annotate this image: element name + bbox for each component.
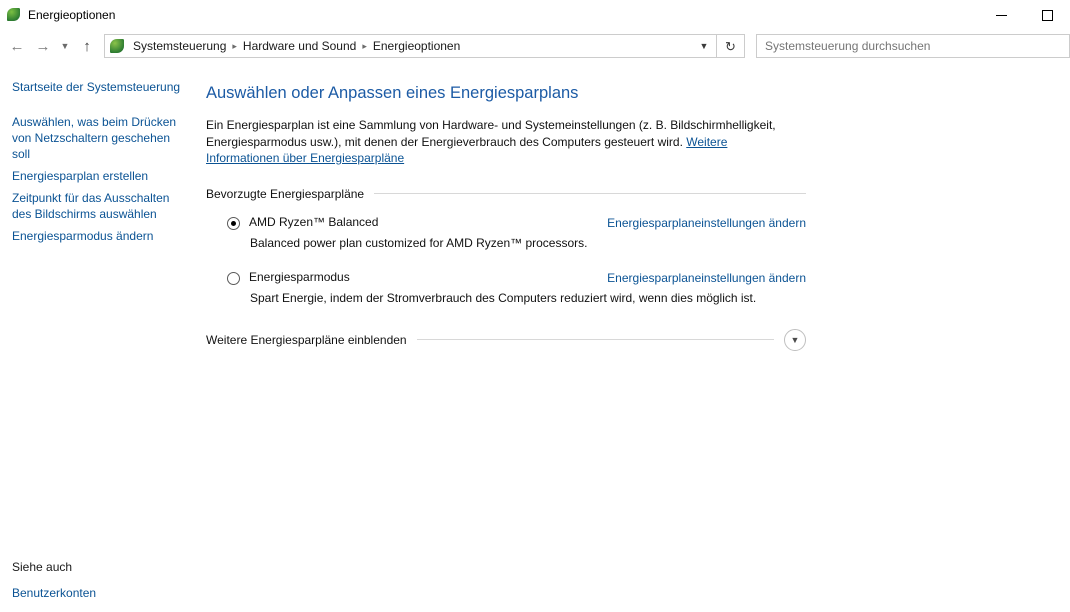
breadcrumb-separator-icon: ▸ — [232, 40, 237, 51]
sidebar-item-turn-off-display[interactable]: Zeitpunkt für das Ausschalten des Bildschirms auswählen — [12, 191, 170, 221]
breadcrumb-separator-icon: ▸ — [362, 40, 367, 51]
content-area — [0, 62, 1070, 612]
learn-more-link[interactable]: Weitere Informationen über Energiesparpläne — [206, 134, 728, 165]
divider — [374, 193, 806, 194]
sidebar-item-power-button-action[interactable]: Auswählen, was beim Drücken von Netzschaltern geschehen soll — [12, 115, 177, 161]
plan-settings-link-energiesparmodus[interactable]: Energiesparplaneinstellungen ändern — [607, 270, 806, 285]
up-button[interactable] — [74, 33, 100, 59]
show-additional-plans-row[interactable] — [206, 329, 806, 351]
plan-settings-link-amd-ryzen-balanced[interactable]: Energiesparplaneinstellungen ändern — [607, 215, 806, 230]
window-title: Energieoptionen — [28, 8, 116, 22]
back-arrow-icon: ← — [9, 37, 25, 55]
plan-description-energiesparmodus: Spart Energie, indem der Stromverbrauch des Computers reduziert wird, wenn dies möglich ist. — [250, 290, 757, 305]
breadcrumb-item-2[interactable]: Energieoptionen — [372, 39, 461, 53]
see-also-item-user-accounts[interactable]: Benutzerkonten — [12, 586, 97, 600]
see-also-heading: Siehe auch — [12, 560, 73, 574]
plan-radio-energiesparmodus[interactable] — [227, 272, 240, 285]
divider — [417, 339, 774, 340]
chevron-down-icon: ▼ — [699, 41, 709, 51]
intro-text: Ein Energiesparplan ist eine Sammlung von Hardware- und Systemeinstellungen (z. B. Bildschirmhelligkeit, Energiesparmodus usw.), mit denen der Energieverbrauch des Computers gesteuert wird. — [206, 118, 776, 149]
recent-locations-button[interactable] — [56, 33, 74, 59]
title-bar — [0, 0, 1070, 30]
intro-paragraph — [206, 117, 776, 167]
refresh-button[interactable] — [717, 34, 745, 58]
preferred-plans-label: Bevorzugte Energiesparpläne — [206, 186, 365, 201]
search-input[interactable] — [757, 38, 1069, 54]
sidebar-item-change-sleep-settings[interactable]: Energiesparmodus ändern — [12, 229, 154, 243]
power-leaf-icon — [6, 7, 22, 23]
preferred-plans-header — [206, 187, 806, 201]
forward-arrow-icon: → — [35, 37, 51, 55]
minimize-icon — [996, 15, 1007, 16]
window-controls — [978, 0, 1070, 30]
plan-name-amd-ryzen-balanced: AMD Ryzen™ Balanced — [249, 214, 379, 229]
plan-description-amd-ryzen-balanced: Balanced power plan customized for AMD Ryzen™ processors. — [250, 235, 588, 250]
breadcrumb-item-1[interactable]: Hardware und Sound — [242, 39, 357, 53]
minimize-button[interactable] — [978, 0, 1024, 30]
up-arrow-icon: ↑ — [83, 37, 91, 55]
power-plan-item — [206, 215, 806, 250]
show-additional-plans-label: Weitere Energiesparpläne einblenden — [206, 332, 407, 347]
page-title: Auswählen oder Anpassen eines Energiesparplans — [206, 84, 579, 102]
chevron-down-icon: ▼ — [60, 41, 70, 51]
refresh-icon: ↻ — [725, 38, 736, 54]
power-plan-item — [206, 270, 806, 305]
main-panel — [0, 62, 1070, 612]
sidebar-item-control-panel-home[interactable]: Startseite der Systemsteuerung — [12, 80, 181, 94]
maximize-button[interactable] — [1024, 0, 1070, 30]
plan-radio-amd-ryzen-balanced[interactable] — [227, 217, 240, 230]
expand-button[interactable] — [784, 329, 806, 351]
address-field[interactable] — [104, 34, 717, 58]
address-dropdown-button[interactable] — [694, 35, 714, 57]
plan-name-energiesparmodus: Energiesparmodus — [249, 269, 350, 284]
breadcrumb-item-0[interactable]: Systemsteuerung — [133, 39, 227, 53]
search-box[interactable] — [756, 34, 1070, 58]
address-power-icon — [109, 38, 125, 54]
back-button[interactable] — [4, 33, 30, 59]
chevron-down-icon: ▼ — [790, 334, 800, 345]
maximize-icon — [1042, 10, 1053, 21]
address-bar — [0, 30, 1070, 62]
sidebar-item-create-power-plan[interactable]: Energiesparplan erstellen — [12, 169, 149, 183]
forward-button[interactable] — [30, 33, 56, 59]
